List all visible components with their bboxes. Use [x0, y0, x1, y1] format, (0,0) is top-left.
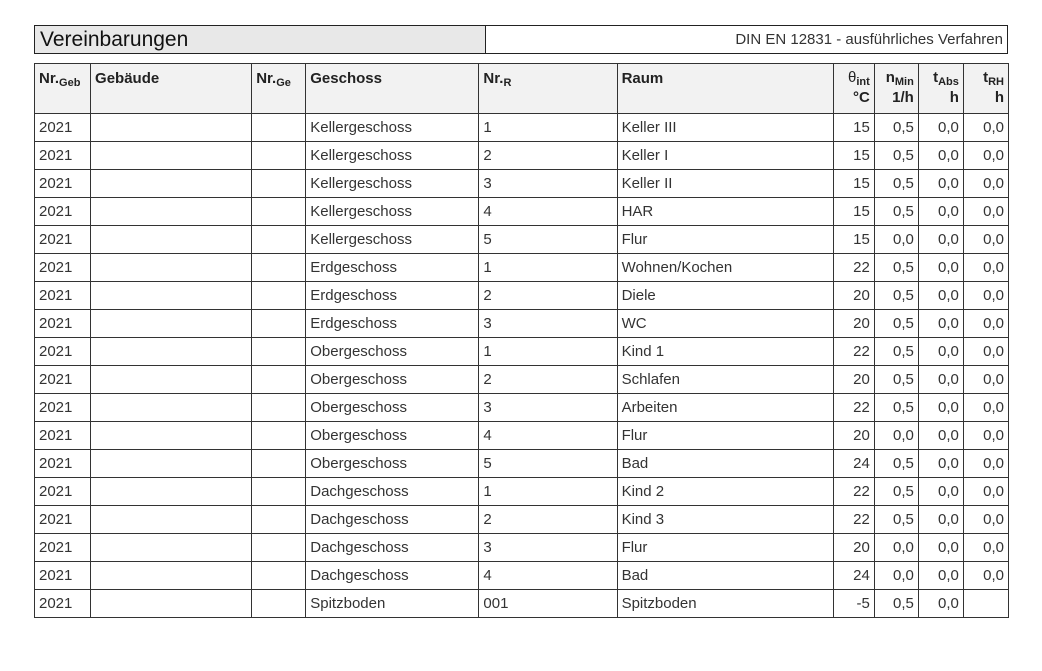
table-row: [35, 534, 1009, 562]
cell-nr-geb: 2021: [35, 422, 91, 450]
cell-nr-r: 1: [479, 114, 617, 142]
cell-nr-geb: 2021: [35, 282, 91, 310]
cell-raum: Wohnen/Kochen: [617, 254, 833, 282]
cell-n-min: 0,5: [874, 506, 918, 534]
cell-raum: Keller II: [617, 170, 833, 198]
cell-t-rh: 0,0: [963, 310, 1008, 338]
cell-n-min: 0,5: [874, 198, 918, 226]
cell-t-rh: 0,0: [963, 534, 1008, 562]
cell-nr-r: 5: [479, 450, 617, 478]
cell-theta-int: 20: [833, 366, 874, 394]
cell-t-rh: [963, 590, 1008, 618]
cell-t-abs: 0,0: [918, 310, 963, 338]
table-body: [35, 114, 1009, 618]
cell-nr-ge: [252, 254, 306, 282]
cell-t-rh: 0,0: [963, 282, 1008, 310]
cell-n-min: 0,0: [874, 562, 918, 590]
cell-t-abs: 0,0: [918, 422, 963, 450]
header-bar: [34, 25, 1008, 54]
cell-nr-geb: 2021: [35, 338, 91, 366]
cell-n-min: 0,5: [874, 282, 918, 310]
cell-n-min: 0,5: [874, 366, 918, 394]
cell-t-abs: 0,0: [918, 478, 963, 506]
cell-theta-int: 22: [833, 254, 874, 282]
cell-geschoss: Obergeschoss: [306, 338, 479, 366]
cell-nr-ge: [252, 170, 306, 198]
cell-t-abs: 0,0: [918, 282, 963, 310]
cell-geschoss: Obergeschoss: [306, 366, 479, 394]
agreements-table: [34, 63, 1009, 618]
cell-nr-geb: 2021: [35, 198, 91, 226]
cell-geschoss: Dachgeschoss: [306, 562, 479, 590]
cell-nr-ge: [252, 198, 306, 226]
cell-nr-geb: 2021: [35, 254, 91, 282]
cell-raum: Kind 3: [617, 506, 833, 534]
cell-geschoss: Obergeschoss: [306, 394, 479, 422]
cell-gebaeude: [91, 254, 252, 282]
cell-nr-r: 3: [479, 534, 617, 562]
cell-nr-ge: [252, 394, 306, 422]
cell-geschoss: Erdgeschoss: [306, 310, 479, 338]
cell-gebaeude: [91, 590, 252, 618]
cell-t-abs: 0,0: [918, 366, 963, 394]
cell-gebaeude: [91, 142, 252, 170]
cell-gebaeude: [91, 282, 252, 310]
cell-theta-int: 22: [833, 478, 874, 506]
cell-nr-ge: [252, 590, 306, 618]
cell-theta-int: 15: [833, 198, 874, 226]
cell-t-rh: 0,0: [963, 394, 1008, 422]
cell-nr-ge: [252, 450, 306, 478]
cell-nr-r: 3: [479, 170, 617, 198]
cell-nr-geb: 2021: [35, 534, 91, 562]
cell-n-min: 0,5: [874, 310, 918, 338]
cell-nr-r: 2: [479, 282, 617, 310]
cell-nr-ge: [252, 422, 306, 450]
cell-nr-r: 4: [479, 562, 617, 590]
cell-nr-r: 1: [479, 478, 617, 506]
table-row: [35, 590, 1009, 618]
cell-t-rh: 0,0: [963, 114, 1008, 142]
cell-nr-ge: [252, 282, 306, 310]
cell-raum: Arbeiten: [617, 394, 833, 422]
cell-t-rh: 0,0: [963, 366, 1008, 394]
cell-t-abs: 0,0: [918, 338, 963, 366]
cell-nr-ge: [252, 534, 306, 562]
cell-n-min: 0,0: [874, 534, 918, 562]
cell-gebaeude: [91, 562, 252, 590]
cell-raum: Keller III: [617, 114, 833, 142]
cell-geschoss: Kellergeschoss: [306, 142, 479, 170]
cell-raum: Bad: [617, 562, 833, 590]
norm-label: DIN EN 12831 - ausführliches Verfahren: [735, 31, 1003, 48]
table-row: [35, 366, 1009, 394]
cell-theta-int: 22: [833, 506, 874, 534]
cell-theta-int: 20: [833, 310, 874, 338]
cell-nr-geb: 2021: [35, 450, 91, 478]
cell-nr-r: 1: [479, 254, 617, 282]
cell-raum: Bad: [617, 450, 833, 478]
cell-raum: Flur: [617, 534, 833, 562]
cell-nr-geb: 2021: [35, 114, 91, 142]
cell-nr-r: 4: [479, 422, 617, 450]
cell-gebaeude: [91, 114, 252, 142]
cell-nr-r: 5: [479, 226, 617, 254]
cell-geschoss: Kellergeschoss: [306, 226, 479, 254]
cell-t-abs: 0,0: [918, 394, 963, 422]
cell-theta-int: 15: [833, 114, 874, 142]
cell-t-rh: 0,0: [963, 450, 1008, 478]
cell-gebaeude: [91, 170, 252, 198]
cell-nr-geb: 2021: [35, 170, 91, 198]
cell-geschoss: Dachgeschoss: [306, 534, 479, 562]
cell-nr-geb: 2021: [35, 142, 91, 170]
col-t-abs: $t_{Abs}$ h: [918, 64, 963, 114]
cell-theta-int: 22: [833, 338, 874, 366]
table-row: [35, 478, 1009, 506]
cell-nr-ge: [252, 338, 306, 366]
cell-gebaeude: [91, 450, 252, 478]
cell-raum: Spitzboden: [617, 590, 833, 618]
cell-raum: WC: [617, 310, 833, 338]
cell-theta-int: 15: [833, 170, 874, 198]
cell-nr-geb: 2021: [35, 226, 91, 254]
cell-nr-geb: 2021: [35, 506, 91, 534]
cell-gebaeude: [91, 338, 252, 366]
cell-theta-int: 20: [833, 282, 874, 310]
cell-gebaeude: [91, 198, 252, 226]
cell-raum: Diele: [617, 282, 833, 310]
col-raum: Raum: [617, 64, 833, 114]
cell-nr-geb: 2021: [35, 394, 91, 422]
table-row: [35, 170, 1009, 198]
cell-nr-ge: [252, 142, 306, 170]
cell-nr-ge: [252, 226, 306, 254]
cell-n-min: 0,5: [874, 142, 918, 170]
table-row: [35, 422, 1009, 450]
cell-t-rh: 0,0: [963, 198, 1008, 226]
cell-t-rh: 0,0: [963, 478, 1008, 506]
cell-nr-geb: 2021: [35, 478, 91, 506]
table-row: [35, 394, 1009, 422]
cell-raum: Schlafen: [617, 366, 833, 394]
table-row: [35, 198, 1009, 226]
cell-t-abs: 0,0: [918, 562, 963, 590]
cell-geschoss: Dachgeschoss: [306, 506, 479, 534]
col-gebaeude: Gebäude: [91, 64, 252, 114]
table-row: [35, 506, 1009, 534]
cell-t-abs: 0,0: [918, 450, 963, 478]
cell-theta-int: 15: [833, 226, 874, 254]
cell-gebaeude: [91, 366, 252, 394]
table-row: [35, 310, 1009, 338]
cell-t-rh: 0,0: [963, 226, 1008, 254]
cell-nr-r: 4: [479, 198, 617, 226]
cell-nr-ge: [252, 506, 306, 534]
table-row: [35, 226, 1009, 254]
cell-gebaeude: [91, 478, 252, 506]
cell-raum: Kind 2: [617, 478, 833, 506]
cell-t-abs: 0,0: [918, 506, 963, 534]
cell-gebaeude: [91, 310, 252, 338]
cell-geschoss: Erdgeschoss: [306, 254, 479, 282]
cell-nr-geb: 2021: [35, 310, 91, 338]
cell-n-min: 0,5: [874, 478, 918, 506]
cell-n-min: 0,5: [874, 170, 918, 198]
cell-nr-r: 3: [479, 310, 617, 338]
cell-n-min: 0,5: [874, 114, 918, 142]
cell-gebaeude: [91, 534, 252, 562]
cell-n-min: 0,5: [874, 254, 918, 282]
cell-theta-int: 20: [833, 534, 874, 562]
cell-t-rh: 0,0: [963, 422, 1008, 450]
cell-geschoss: Obergeschoss: [306, 422, 479, 450]
col-geschoss: Geschoss: [306, 64, 479, 114]
cell-nr-ge: [252, 562, 306, 590]
cell-nr-geb: 2021: [35, 366, 91, 394]
cell-geschoss: Obergeschoss: [306, 450, 479, 478]
cell-nr-ge: [252, 114, 306, 142]
table-row: [35, 338, 1009, 366]
table-row: [35, 450, 1009, 478]
cell-t-abs: 0,0: [918, 226, 963, 254]
cell-nr-r: 3: [479, 394, 617, 422]
cell-raum: Keller I: [617, 142, 833, 170]
cell-nr-ge: [252, 310, 306, 338]
cell-t-rh: 0,0: [963, 254, 1008, 282]
cell-geschoss: Kellergeschoss: [306, 198, 479, 226]
cell-geschoss: Dachgeschoss: [306, 478, 479, 506]
cell-geschoss: Spitzboden: [306, 590, 479, 618]
cell-t-rh: 0,0: [963, 142, 1008, 170]
cell-t-rh: 0,0: [963, 338, 1008, 366]
cell-n-min: 0,5: [874, 394, 918, 422]
cell-theta-int: 20: [833, 422, 874, 450]
cell-t-abs: 0,0: [918, 170, 963, 198]
cell-gebaeude: [91, 226, 252, 254]
cell-raum: Kind 1: [617, 338, 833, 366]
cell-t-rh: 0,0: [963, 170, 1008, 198]
cell-t-rh: 0,0: [963, 506, 1008, 534]
cell-gebaeude: [91, 422, 252, 450]
cell-geschoss: Kellergeschoss: [306, 170, 479, 198]
cell-t-abs: 0,0: [918, 254, 963, 282]
cell-gebaeude: [91, 506, 252, 534]
cell-t-abs: 0,0: [918, 114, 963, 142]
table-row: [35, 254, 1009, 282]
table-row: [35, 114, 1009, 142]
cell-theta-int: -5: [833, 590, 874, 618]
col-nr-geb: $Nr._{Geb}$: [35, 64, 91, 114]
col-theta-int: $\theta_{int}$ °C: [833, 64, 874, 114]
col-nr-ge: $Nr._{Ge}$: [252, 64, 306, 114]
cell-theta-int: 24: [833, 450, 874, 478]
col-nr-r: $Nr._R$: [479, 64, 617, 114]
cell-t-abs: 0,0: [918, 590, 963, 618]
cell-theta-int: 22: [833, 394, 874, 422]
table-row: [35, 282, 1009, 310]
table-row: [35, 562, 1009, 590]
cell-geschoss: Erdgeschoss: [306, 282, 479, 310]
cell-n-min: 0,0: [874, 422, 918, 450]
table-row: [35, 142, 1009, 170]
cell-theta-int: 24: [833, 562, 874, 590]
cell-raum: Flur: [617, 422, 833, 450]
cell-nr-r: 001: [479, 590, 617, 618]
col-n-min: $n_{Min}$ 1/h: [874, 64, 918, 114]
cell-nr-ge: [252, 478, 306, 506]
cell-n-min: 0,5: [874, 450, 918, 478]
cell-t-rh: 0,0: [963, 562, 1008, 590]
cell-t-abs: 0,0: [918, 198, 963, 226]
cell-nr-r: 2: [479, 366, 617, 394]
cell-nr-r: 1: [479, 338, 617, 366]
cell-gebaeude: [91, 394, 252, 422]
col-t-rh: $t_{RH}$ h: [963, 64, 1008, 114]
cell-nr-r: 2: [479, 142, 617, 170]
cell-theta-int: 15: [833, 142, 874, 170]
cell-n-min: 0,5: [874, 338, 918, 366]
cell-t-abs: 0,0: [918, 142, 963, 170]
cell-nr-geb: 2021: [35, 590, 91, 618]
cell-nr-ge: [252, 366, 306, 394]
cell-n-min: 0,0: [874, 226, 918, 254]
cell-geschoss: Kellergeschoss: [306, 114, 479, 142]
cell-t-abs: 0,0: [918, 534, 963, 562]
page-title: Vereinbarungen: [35, 26, 486, 53]
cell-nr-geb: 2021: [35, 562, 91, 590]
cell-n-min: 0,5: [874, 590, 918, 618]
table-header-row: [35, 64, 1009, 114]
cell-raum: Flur: [617, 226, 833, 254]
cell-nr-r: 2: [479, 506, 617, 534]
cell-raum: HAR: [617, 198, 833, 226]
